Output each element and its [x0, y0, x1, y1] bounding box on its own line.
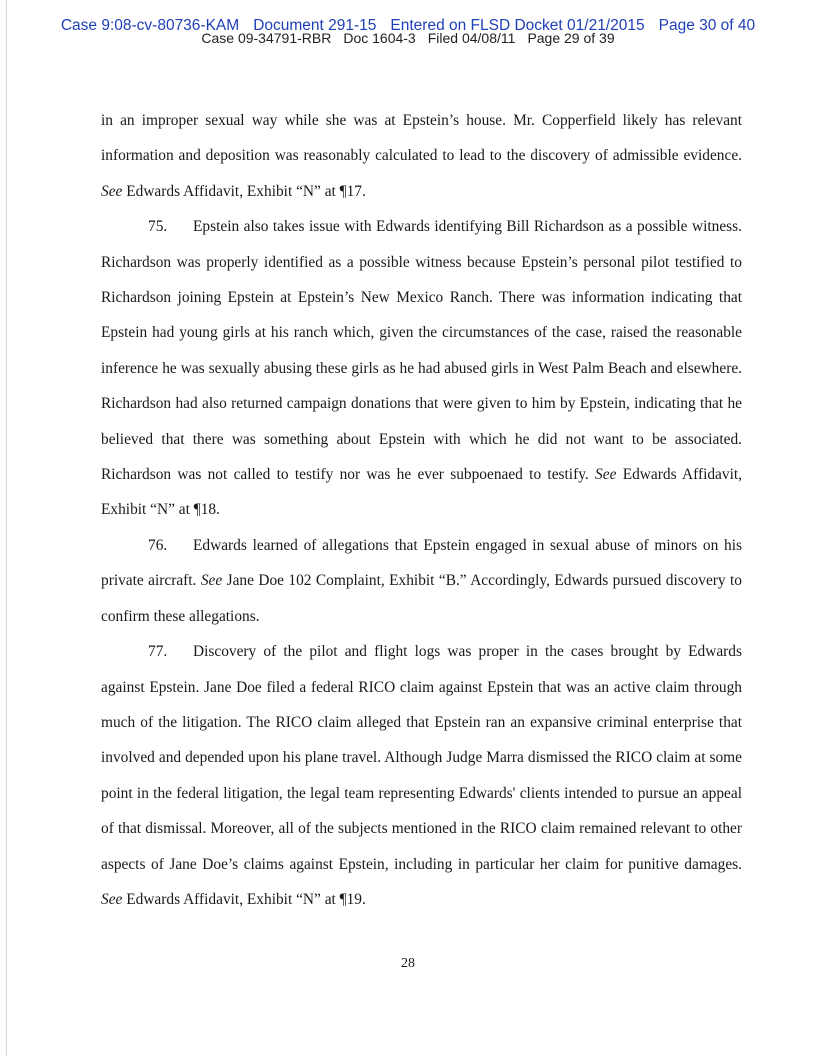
- see-signal: See: [200, 572, 223, 590]
- citation: Jane Doe 102 Complaint, Exhibit “B.” Accordingly, Edwards pursued discovery to confirm these allegations.: [101, 572, 742, 625]
- see-signal: See: [101, 890, 123, 908]
- original-page-count: Page 29 of 39: [527, 30, 615, 46]
- paragraph-76: [101, 528, 742, 634]
- paragraph-text: in an improper sexual way while she was at Epstein’s house. Mr. Copperfield likely has relevant information and deposition was reasonably calculated to lead to the discovery of admissible evidence.: [101, 112, 742, 165]
- paragraph-75: [101, 209, 742, 528]
- see-signal: See: [101, 182, 123, 200]
- page-number: 28: [401, 956, 415, 971]
- ecf-case-number: Case 9:08-cv-80736-KAM: [60, 17, 240, 34]
- original-filed-date: Filed 04/08/11: [427, 30, 516, 46]
- paragraph-text: Edwards learned of allegations that Epstein engaged in sexual abuse of minors on his private aircraft.: [101, 536, 742, 590]
- bankruptcy-header-stamp: [0, 31, 816, 46]
- paragraph-number: 77.: [148, 643, 168, 661]
- original-case-number: Case 09-34791-RBR: [201, 30, 332, 46]
- paragraph-number: 76.: [148, 536, 168, 554]
- ecf-entered-date: Entered on FLSD Docket 01/21/2015: [390, 17, 645, 34]
- paragraph-77: [101, 634, 742, 917]
- scan-margin-line: [6, 0, 7, 1056]
- original-document-number: Doc 1604-3: [343, 30, 416, 46]
- see-signal: See: [595, 466, 617, 484]
- ecf-document-number: Document 291-15: [253, 17, 377, 34]
- citation: Edwards Affidavit, Exhibit “N” at ¶18.: [101, 466, 742, 519]
- document-body: [101, 103, 742, 917]
- paragraph-number: 75.: [148, 218, 168, 236]
- citation: Edwards Affidavit, Exhibit “N” at ¶19.: [126, 890, 366, 908]
- paragraph-text: Epstein also takes issue with Edwards identifying Bill Richardson as a possible witness. Richardson was properly identified as a possible witness because Epstein’s personal pilot testified to Richardson joining Epstein at Epstein’s New Mexico Ranch. There was information indicating that Epstein had young girls at his ranch which, given the circumstances of the case, raised the reasonable inference he was sexually abusing these girls as he had abused girls in West Palm Beach and elsewhere. Richardson had also returned campaign donations that were given to him by Epstein, indicating that he believed that there was something about Epstein with which he did not want to be associated. Richardson was not called to testify nor was he ever subpoenaed to testify.: [101, 218, 742, 484]
- citation: Edwards Affidavit, Exhibit “N” at ¶17.: [126, 182, 366, 200]
- paragraph-continued: [101, 103, 742, 209]
- paragraph-text: Discovery of the pilot and flight logs was proper in the cases brought by Edwards against Epstein. Jane Doe filed a federal RICO claim against Epstein that was an active claim through much of the litigation. The RICO claim alleged that Epstein ran an expansive criminal enterprise that involved and depended upon his plane travel. Although Judge Marra dismissed the RICO claim at some point in the federal litigation, the legal team representing Edwards' clients intended to pursue an appeal of that dismissal. Moreover, all of the subjects mentioned in the RICO claim remained relevant to other aspects of Jane Doe’s claims against Epstein, including in particular her claim for punitive damages.: [101, 643, 742, 873]
- ecf-page-count: Page 30 of 40: [658, 17, 756, 34]
